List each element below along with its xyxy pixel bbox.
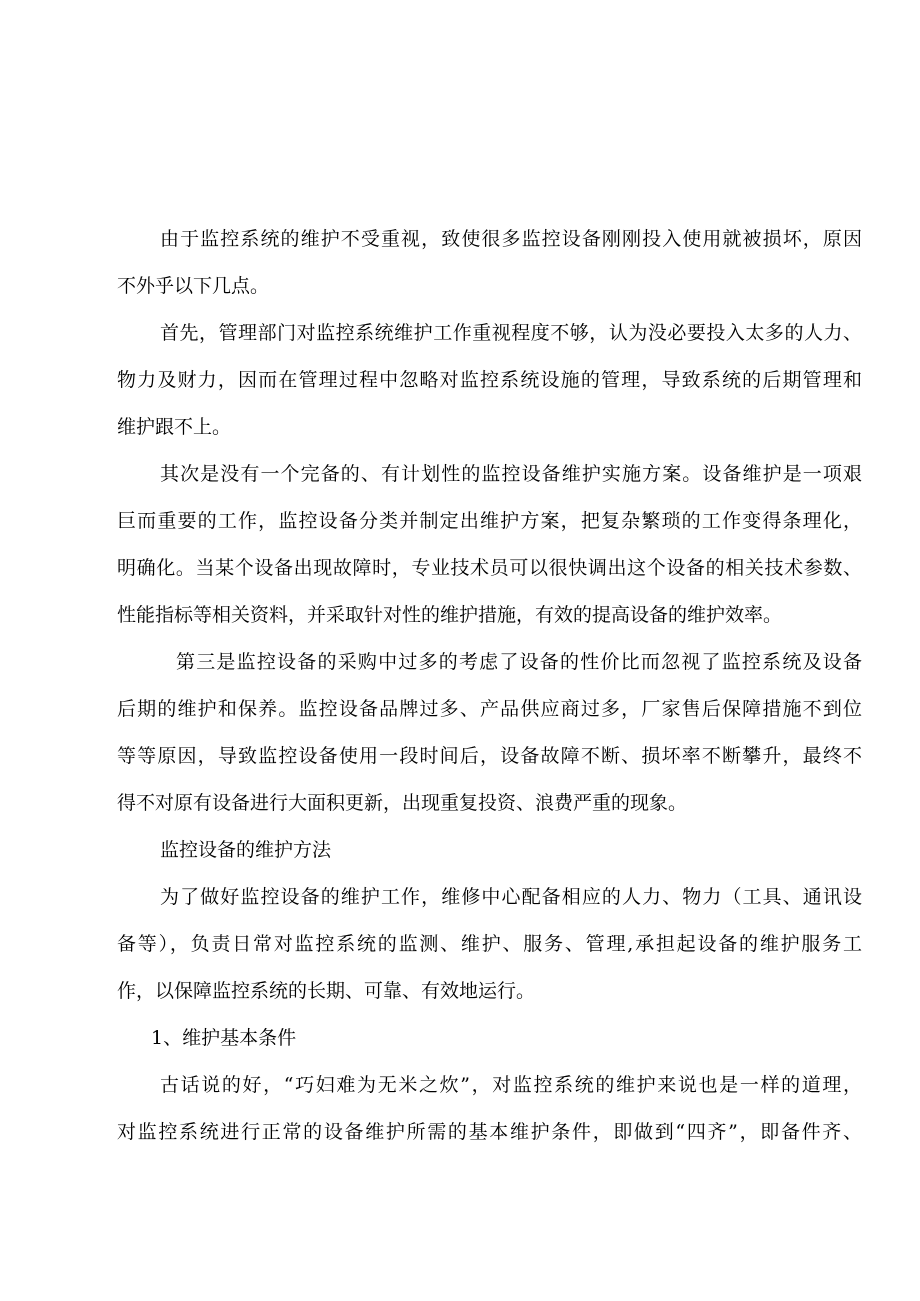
paragraph-maintenance-work — [117, 885, 862, 1003]
text-line: 物力及财力，因而在管理过程中忽略对监控系统设施的管理，导致系统的后期管理和 — [117, 369, 862, 391]
text-line: 后期的维护和保养。监控设备品牌过多、产品供应商过多，厂家售后保障措施不到位 — [117, 698, 862, 720]
section-heading: 1、维护基本条件 — [151, 1027, 297, 1049]
text-line: 首先，管理部门对监控系统维护工作重视程度不够，认为没必要投入太多的人力、 — [160, 322, 862, 344]
text-line: 作，以保障监控系统的长期、可靠、有效地运行。 — [117, 980, 536, 1002]
text-line: 由于监控系统的维护不受重视，致使很多监控设备刚刚投入使用就被损坏，原因 — [160, 228, 862, 250]
paragraph-third-reason — [117, 650, 862, 815]
text-line: 第三是监控设备的采购中过多的考虑了设备的性价比而忽视了监控系统及设备 — [176, 651, 862, 673]
text-line: 备等），负责日常对监控系统的监测、维护、服务、管理,承担起设备的维护服务工 — [117, 933, 862, 955]
section-heading-basic-conditions — [117, 1026, 862, 1050]
paragraph-second-reason — [117, 462, 862, 627]
text-line: 巨而重要的工作，监控设备分类并制定出维护方案，把复杂繁琐的工作变得条理化， — [117, 510, 862, 532]
text-line: 为了做好监控设备的维护工作，维修中心配备相应的人力、物力（工具、通讯设 — [160, 886, 862, 908]
text-line: 不外乎以下几点。 — [117, 275, 270, 297]
text-line: 性能指标等相关资料，并采取针对性的维护措施，有效的提高设备的维护效率。 — [117, 604, 783, 626]
text-line: 古话说的好，“巧妇难为无米之炊”，对监控系统的维护来说也是一样的道理， — [160, 1074, 862, 1096]
paragraph-intro — [117, 227, 862, 298]
section-heading-maintenance-methods — [117, 838, 862, 862]
paragraph-basic-conditions — [117, 1073, 862, 1144]
text-line: 其次是没有一个完备的、有计划性的监控设备维护实施方案。设备维护是一项艰 — [160, 463, 862, 485]
text-line: 等等原因，导致监控设备使用一段时间后，设备故障不断、损坏率不断攀升，最终不 — [117, 745, 862, 767]
text-line: 维护跟不上。 — [117, 416, 232, 438]
paragraph-first-reason — [117, 321, 862, 439]
document-body — [117, 227, 862, 1144]
section-heading: 监控设备的维护方法 — [160, 839, 332, 861]
text-line: 得不对原有设备进行大面积更新，出现重复投资、浪费严重的现象。 — [117, 792, 688, 814]
text-line: 对监控系统进行正常的设备维护所需的基本维护条件，即做到“四齐”，即备件齐、 — [117, 1121, 862, 1143]
text-line: 明确化。当某个设备出现故障时，专业技术员可以很快调出这个设备的相关技术参数、 — [117, 557, 862, 579]
